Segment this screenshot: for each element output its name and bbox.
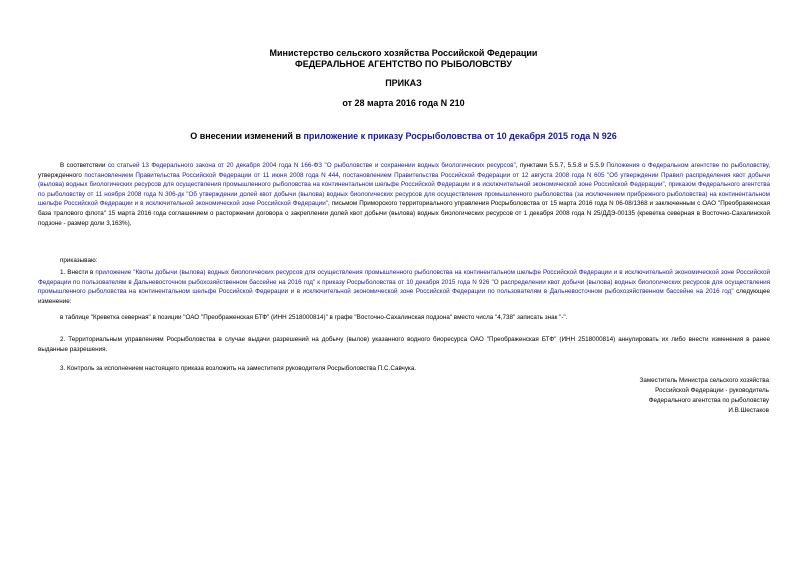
title-prefix: О внесении изменений в [190, 131, 304, 141]
item-1-text: следующее изменение: [38, 288, 770, 305]
document-title [0, 131, 807, 141]
preamble-text: , [664, 181, 669, 189]
signature-line: Заместитель Министра сельского хозяйства [639, 377, 769, 384]
order-306-link[interactable]: приказом Федерального агентства по рыболовству от 11 ноября 2008 года N 306-дк "Об утверждении долей квот добычи (вылова) водных биологических ресурсов для осуществления промышленного рыболовства (за исключением прибрежного рыболовства) на континентальном шельфе Российской Федерации и в исключительной экономической зоне Российской Федерации" [38, 181, 770, 208]
government-decree-605-link[interactable]: постановлением Правительства Российской Федерации от 12 августа 2008 года N 605 "Об утверждении Правил распределения квот добычи (вылова) водных биологических ресурсов для осуществления промышленного рыболовства на континентальном шельфе Российской Федерации и в исключительной экономической зоне Российской Федерации" [38, 171, 770, 189]
item-2-paragraph: 2. Территориальным управлениям Росрыболовства в случае выдачи разрешений на добычу (вылов) указанного водного биоресурса ОАО "Преображенская БТФ" (ИНН 2518000814) аннулировать их либо внести изменения в ранее выданные разрешения. [38, 336, 770, 353]
ministry-heading: Министерство сельского хозяйства Российской Федерации [269, 48, 538, 58]
item-1-paragraph [38, 268, 770, 306]
item-1-text: 1. Внести в [60, 269, 96, 276]
preamble-paragraph [38, 161, 770, 228]
preamble-text: , утвержденного [38, 162, 771, 179]
item-1-change: в таблице "Креветка северная" в позиции "ОАО "Преображенская БТФ" (ИНН 2518000814)" в графе "Восточно-Сахалинская подзона" вместо числа "4,738" записать знак "-". [60, 314, 568, 321]
preamble-text: В соответствии [60, 162, 108, 169]
signature-block [640, 376, 769, 416]
preamble-text: , пунктами 5.5.7, 5.5.8 и 5.5.9 [515, 162, 607, 169]
preamble-text: , письмом Приморского территориального управления Росрыболовства от 15 марта 2016 года N 06-08/1368 и заключенным с ОАО "Преображенская база тралового флота" 15 марта 2016 года соглашением о расторжении договора о закреплении долей квот добычи (вылова) водных биологических ресурсов от 1 декабря 2008 года N 25/ДДЭ-00135 (креветка северная в Восточно-Сахалинской подзоне - размер доли 3,163%), [38, 200, 770, 227]
signature-line: Федерального агентства по рыболовству [648, 397, 769, 404]
law-article-link[interactable]: со статьей 13 Федерального закона от 20 декабря 2004 года N 166-ФЗ "О рыболовстве и сохранении водных биологических ресурсов" [107, 162, 516, 169]
government-decree-444-link[interactable]: постановлением Правительства Российской Федерации от 11 июня 2008 года N 444 [84, 171, 339, 179]
signature-line: Российской Федерации - руководитель [655, 387, 769, 394]
appendix-link[interactable]: приложение "Квоты добычи (вылова) водных биологических ресурсов для осуществления промышленного рыболовства на континентальном шельфе Российской Федерации и в исключительной экономической зоне Российской Федерации по пользователям в Дальневосточном рыбохозяйственном бассейне на 2016 год" к приказу Росрыболовства от 10 декабря 2015 года N 926 "О распределении квот добычи (вылова) водных биологических ресурсов для осуществления промышленного рыболовства на континентальном шельфе Российской Федерации и в исключительной экономической зоне Российской Федерации по пользователям в Дальневосточном рыбохозяйственном бассейне на 2016 год" [38, 269, 770, 296]
item-3-paragraph: 3. Контроль за исполнением настоящего приказа возложить на заместителя руководителя Росрыболовства П.С.Савчука. [60, 365, 417, 372]
agency-regulation-link[interactable]: Положения о Федеральном агентстве по рыболовству [606, 162, 769, 169]
agency-heading: ФЕДЕРАЛЬНОЕ АГЕНТСТВО ПО РЫБОЛОВСТВУ [295, 59, 512, 69]
title-link[interactable]: приложение к приказу Росрыболовства от 10 декабря 2015 года N 926 [303, 131, 617, 141]
preamble-text: , [338, 171, 344, 179]
order-word: приказываю: [60, 257, 98, 264]
signature-name: И.В.Шестаков [728, 407, 769, 414]
document-type: ПРИКАЗ [385, 78, 422, 88]
document-date: от 28 марта 2016 года N 210 [342, 98, 465, 108]
